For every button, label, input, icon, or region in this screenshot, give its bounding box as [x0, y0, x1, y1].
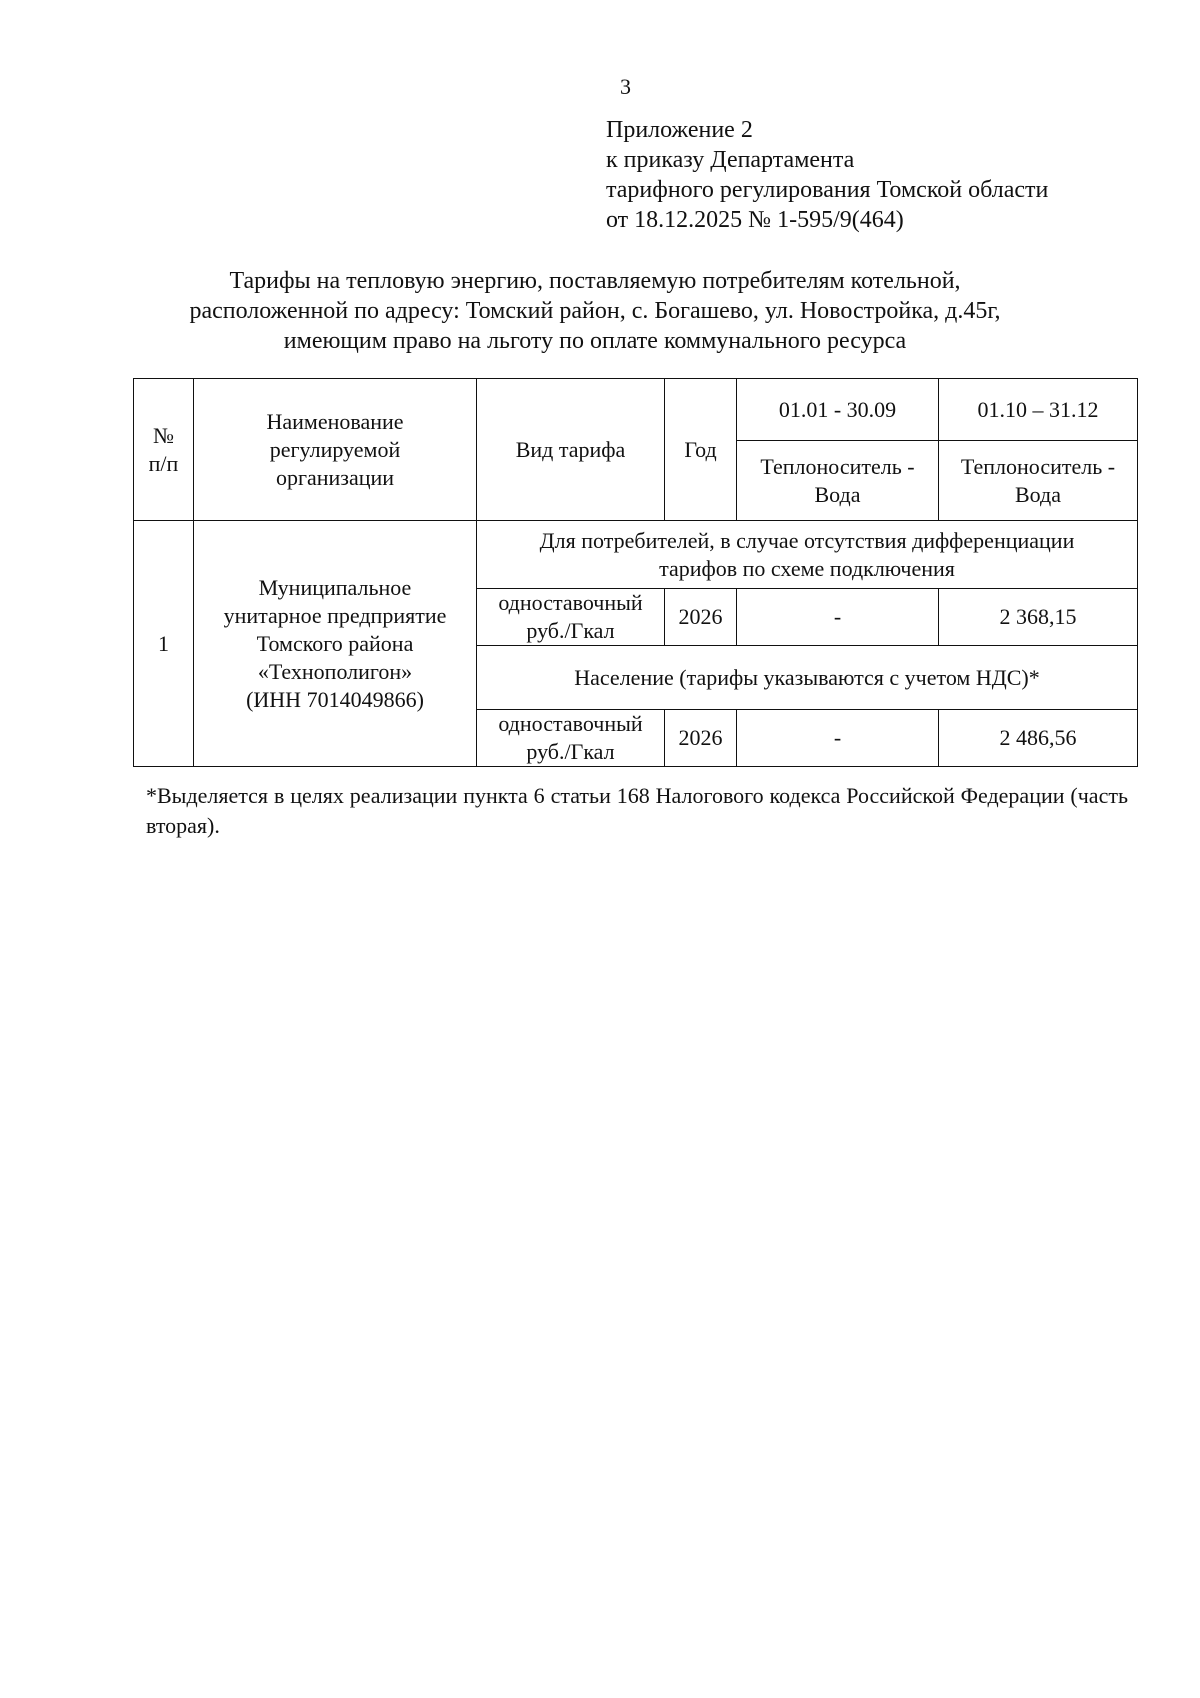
- header-organization: Наименование регулируемой организации: [194, 379, 477, 521]
- tariff-table: [133, 378, 1138, 767]
- row-number: 1: [134, 521, 194, 767]
- header-tariff-type: Вид тарифа: [477, 379, 665, 521]
- value-cell: 2 486,56: [939, 710, 1138, 767]
- footnote: *Выделяется в целях реализации пункта 6 статьи 168 Налогового кодекса Российской Федерации (часть вторая).: [146, 783, 1128, 838]
- header-number: № п/п: [134, 379, 194, 521]
- page-number: 3: [620, 74, 631, 99]
- header-carrier-2: Теплоноситель - Вода: [939, 441, 1138, 521]
- year-cell: 2026: [665, 589, 737, 646]
- tariff-type-cell: одноставочный руб./Гкал: [477, 710, 665, 767]
- title-line: расположенной по адресу: Томский район, с. Богашево, ул. Новостройка, д.45г,: [189, 298, 1001, 324]
- document-title: [130, 266, 1060, 356]
- appendix-line: к приказу Департамента: [606, 147, 855, 173]
- header-year: Год: [665, 379, 737, 521]
- table-row: [134, 521, 1138, 589]
- header-period-2: 01.10 – 31.12: [939, 379, 1138, 441]
- appendix-line: Приложение 2: [606, 117, 753, 143]
- appendix-line: от 18.12.2025 № 1-595/9(464): [606, 207, 904, 233]
- value-cell: -: [737, 589, 939, 646]
- group-caption: Население (тарифы указываются с учетом НДС)*: [477, 646, 1138, 710]
- title-line: имеющим право на льготу по оплате коммунального ресурса: [283, 328, 907, 354]
- appendix-header: [606, 115, 1048, 235]
- appendix-line: тарифного регулирования Томской области: [606, 177, 1049, 203]
- title-line: Тарифы на тепловую энергию, поставляемую потребителям котельной,: [229, 268, 961, 294]
- value-cell: -: [737, 710, 939, 767]
- organization-name: Муниципальное унитарное предприятие Томского района «Технополигон» (ИНН 7014049866): [194, 521, 477, 767]
- table-header-row: [134, 379, 1138, 441]
- header-period-1: 01.01 - 30.09: [737, 379, 939, 441]
- tariff-type-cell: одноставочный руб./Гкал: [477, 589, 665, 646]
- header-carrier-1: Теплоноситель - Вода: [737, 441, 939, 521]
- value-cell: 2 368,15: [939, 589, 1138, 646]
- group-caption: Для потребителей, в случае отсутствия дифференциации тарифов по схеме подключения: [477, 521, 1138, 589]
- year-cell: 2026: [665, 710, 737, 767]
